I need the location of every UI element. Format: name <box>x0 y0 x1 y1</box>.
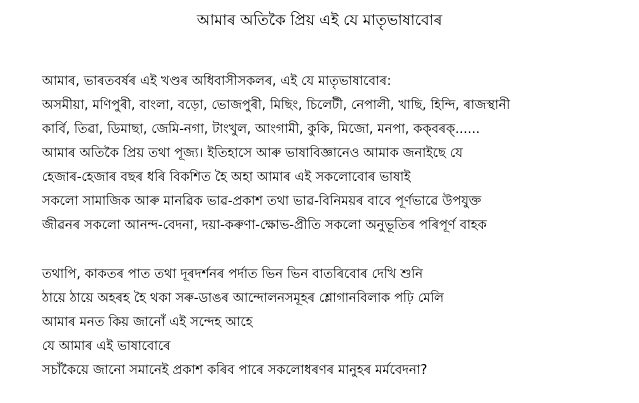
poem-line: হেজাৰ-হেজাৰ বছৰ ধৰি বিকশিত হৈ অহা আমাৰ এই সকলোবোৰ ভাষাই <box>42 170 411 185</box>
poem-line: আমাৰ মনত কিয় জানোঁ এই সন্দেহ আহে <box>42 315 253 330</box>
poem-line: তথাপি, কাকতৰ পাত তথা দূৰদৰ্শনৰ পৰ্দাত ভিন ভিন বাতৰিবোৰ দেখি শুনি <box>42 267 423 282</box>
poem-line: আমাৰ অতিকৈ প্ৰিয় তথা পূজ্য। ইতিহাসে আৰু ভাষাবিজ্ঞানেও আমাক জনাইছে যে <box>42 146 463 161</box>
poem-line: ঠায়ে ঠায়ে অহৰহ হৈ থকা সৰু-ডাঙৰ আন্দোলনসমূহৰ শ্লোগানবিলাক পঢ়ি মেলি <box>42 291 444 306</box>
stanza-2 <box>42 263 634 383</box>
poem-line: কাৰ্বি, তিৱা, ডিমাছা, জেমি-নগা, টাংখুল, আংগামী, কুকি, মিজো, মনপা, কক্‌বৰক্‌...... <box>42 122 480 137</box>
poem-line: সচাঁকৈয়ে জানো সমানেই প্ৰকাশ কৰিব পাৰে সকলোধৰণৰ মানুহৰ মৰ্মবেদনা? <box>42 363 428 378</box>
poem-line: জীৱনৰ সকলো আনন্দ-বেদনা, দয়া-কৰুণা-ক্ষোভ-প্ৰীতি সকলো অনুভূতিৰ পৰিপূৰ্ণ বাহক <box>42 218 487 233</box>
poem-title: আমাৰ অতিকৈ প্ৰিয় এই যে মাতৃভাষাবোৰ <box>196 11 443 29</box>
poem-line: যে আমাৰ এই ভাষাবোৰে <box>42 339 171 354</box>
poem-line: আমাৰ, ভাৰতবৰ্ষৰ এই খণ্ডৰ অধিবাসীসকলৰ, এই যে মাতৃভাষাবোৰ: <box>42 74 392 89</box>
stanza-1 <box>42 70 634 238</box>
poem-line: সকলো সামাজিক আৰু মানৱিক ভাৱ-প্ৰকাশ তথা ভাৱ-বিনিময়ৰ বাবে পূৰ্ণভাৱে উপযুক্ত <box>42 194 482 209</box>
poem-line: অসমীয়া, মণিপুৰী, বাংলা, বড়ো, ভোজপুৰী, মিছিং, চিলেটী, নেপালী, খাছি, হিন্দি, ৰাজস্থানী <box>42 98 511 113</box>
